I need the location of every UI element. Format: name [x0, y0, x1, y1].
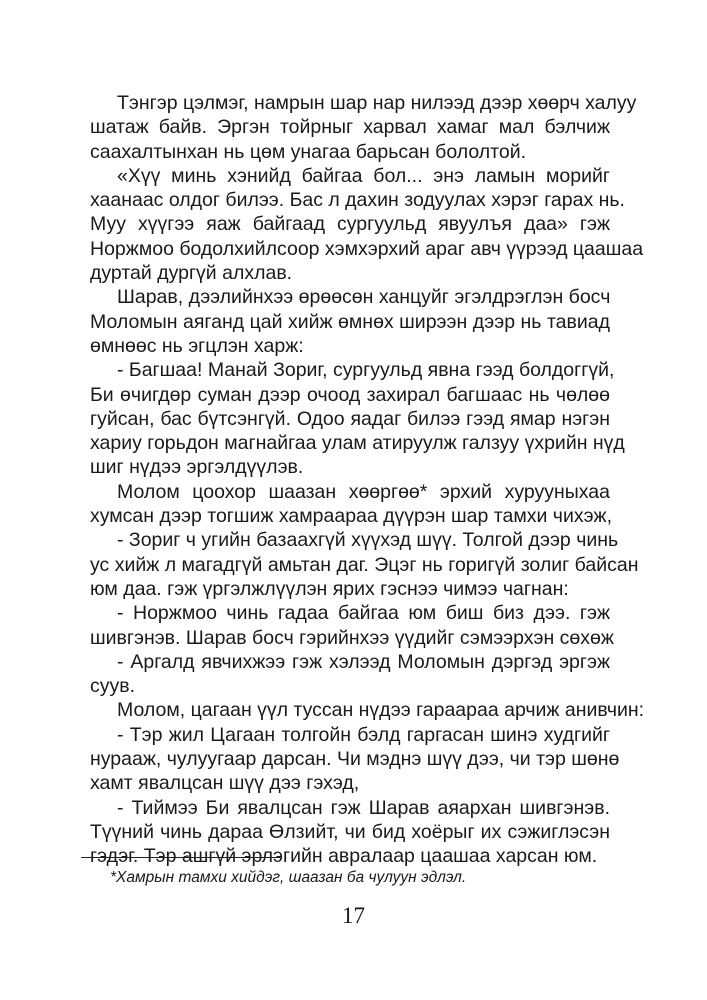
text-line: шиг нүдээ эргэлдүүлэв.	[90, 456, 304, 479]
text-line: шивгэнэв. Шарав босч гэрийнхээ үүдийг сэмээрхэн сөхөж	[90, 626, 614, 649]
text-line: Шарав, дээлийнхээ өрөөсөн ханцуйг эгэлдрэглэн босч	[117, 286, 611, 309]
text-line: Тэнгэр цэлмэг, намрын шар нар нилээд дээр хөөрч халуу	[117, 92, 637, 114]
text-line: гуйсан, бас бүтсэнгүй. Одоо яадаг билээ гээд ямар нэгэн	[90, 407, 610, 430]
text-line: Би өчигдөр суман дээр очоод захирал багшаас нь чөлөө	[90, 383, 610, 406]
text-line: өмнөөс нь эгцлэн харж:	[90, 334, 304, 357]
text-line: ус хийж л магадгүй амьтан даг. Эцэг нь горигүй золиг байсан	[90, 553, 639, 576]
text-line: хамт явалцсан шүү дээ гэхэд,	[90, 772, 360, 795]
text-line: Моломын аяганд цай хийж өмнөх ширээн дээр нь тавиад	[90, 310, 610, 333]
text-line: Муу хүүгээ яаж байгаад сургуульд явуулъя даа» гэж	[90, 213, 610, 236]
text-line: дуртай дургүй алхлав.	[90, 262, 293, 285]
footnote: *Хамрын тамхи хийдэг, шаазан ба чулуун эдлэл.	[110, 869, 467, 886]
text-line: хариу горьдон магнайгаа улам атируулж галзуу үхрийн нүд	[90, 432, 625, 455]
body-text	[90, 91, 645, 869]
text-line: нурааж, чулуугаар дарсан. Чи мэднэ шүү дээ, чи тэр шөнө	[90, 748, 620, 771]
page-number: 17	[342, 903, 365, 928]
text-line: - Аргалд явчихжээ гэж хэлээд Моломын дэргэд эргэж	[117, 650, 610, 673]
text-line: Түүний чинь дараа Өлзийт, чи бид хоёрыг их сэжиглэсэн	[90, 820, 610, 843]
text-line: - Тиймээ Би явалцсан гэж Шарав аяархан шивгэнэв.	[117, 796, 610, 819]
footnote-divider	[81, 857, 280, 858]
text-line: хумсан дээр тогшиж хамраараа дүүрэн шар тамхи чихэж,	[90, 505, 613, 528]
text-line: суув.	[90, 675, 136, 698]
text-line: Молом цоохор шаазан хөөргөө* эрхий хурууныхаа	[117, 480, 610, 503]
text-line: - Багшаа! Манай Зориг, сургуульд явна гээд болдоггүй,	[117, 359, 615, 382]
text-line: Норжмоо бодолхийлсоор хэмхэрхий араг авч үүрээд цаашаа	[90, 237, 644, 260]
text-line: саахалтынхан нь цөм унагаа барьсан бололтой.	[90, 140, 527, 163]
text-line: гэдэг. Тэр ашгүй эрлэгийн авралаар цаашаа харсан юм.	[90, 845, 598, 868]
text-line: «Хүү минь хэнийд байгаа бол... энэ ламын морийг	[117, 164, 610, 187]
text-line: - Зориг ч угийн базаахгүй хүүхэд шүү. Толгой дээр чинь	[117, 529, 619, 552]
text-line: Молом, цагаан үүл туссан нүдээ гараараа арчиж анивчин:	[117, 699, 645, 722]
text-line: шатаж байв. Эргэн тойрныг харвал хамаг мал бэлчиж	[90, 116, 610, 139]
text-line: юм даа. гэж үргэлжлүүлэн ярих гэснээ чимээ чагнан:	[90, 577, 569, 600]
text-line: - Норжмоо чинь гадаа байгаа юм биш биз дээ. гэж	[117, 602, 610, 625]
text-line: - Тэр жил Цагаан толгойн бэлд гаргасан шинэ худгийг	[117, 723, 610, 746]
text-line: хаанаас олдог билээ. Бас л дахин зодуулах хэрэг гарах нь.	[90, 189, 625, 212]
